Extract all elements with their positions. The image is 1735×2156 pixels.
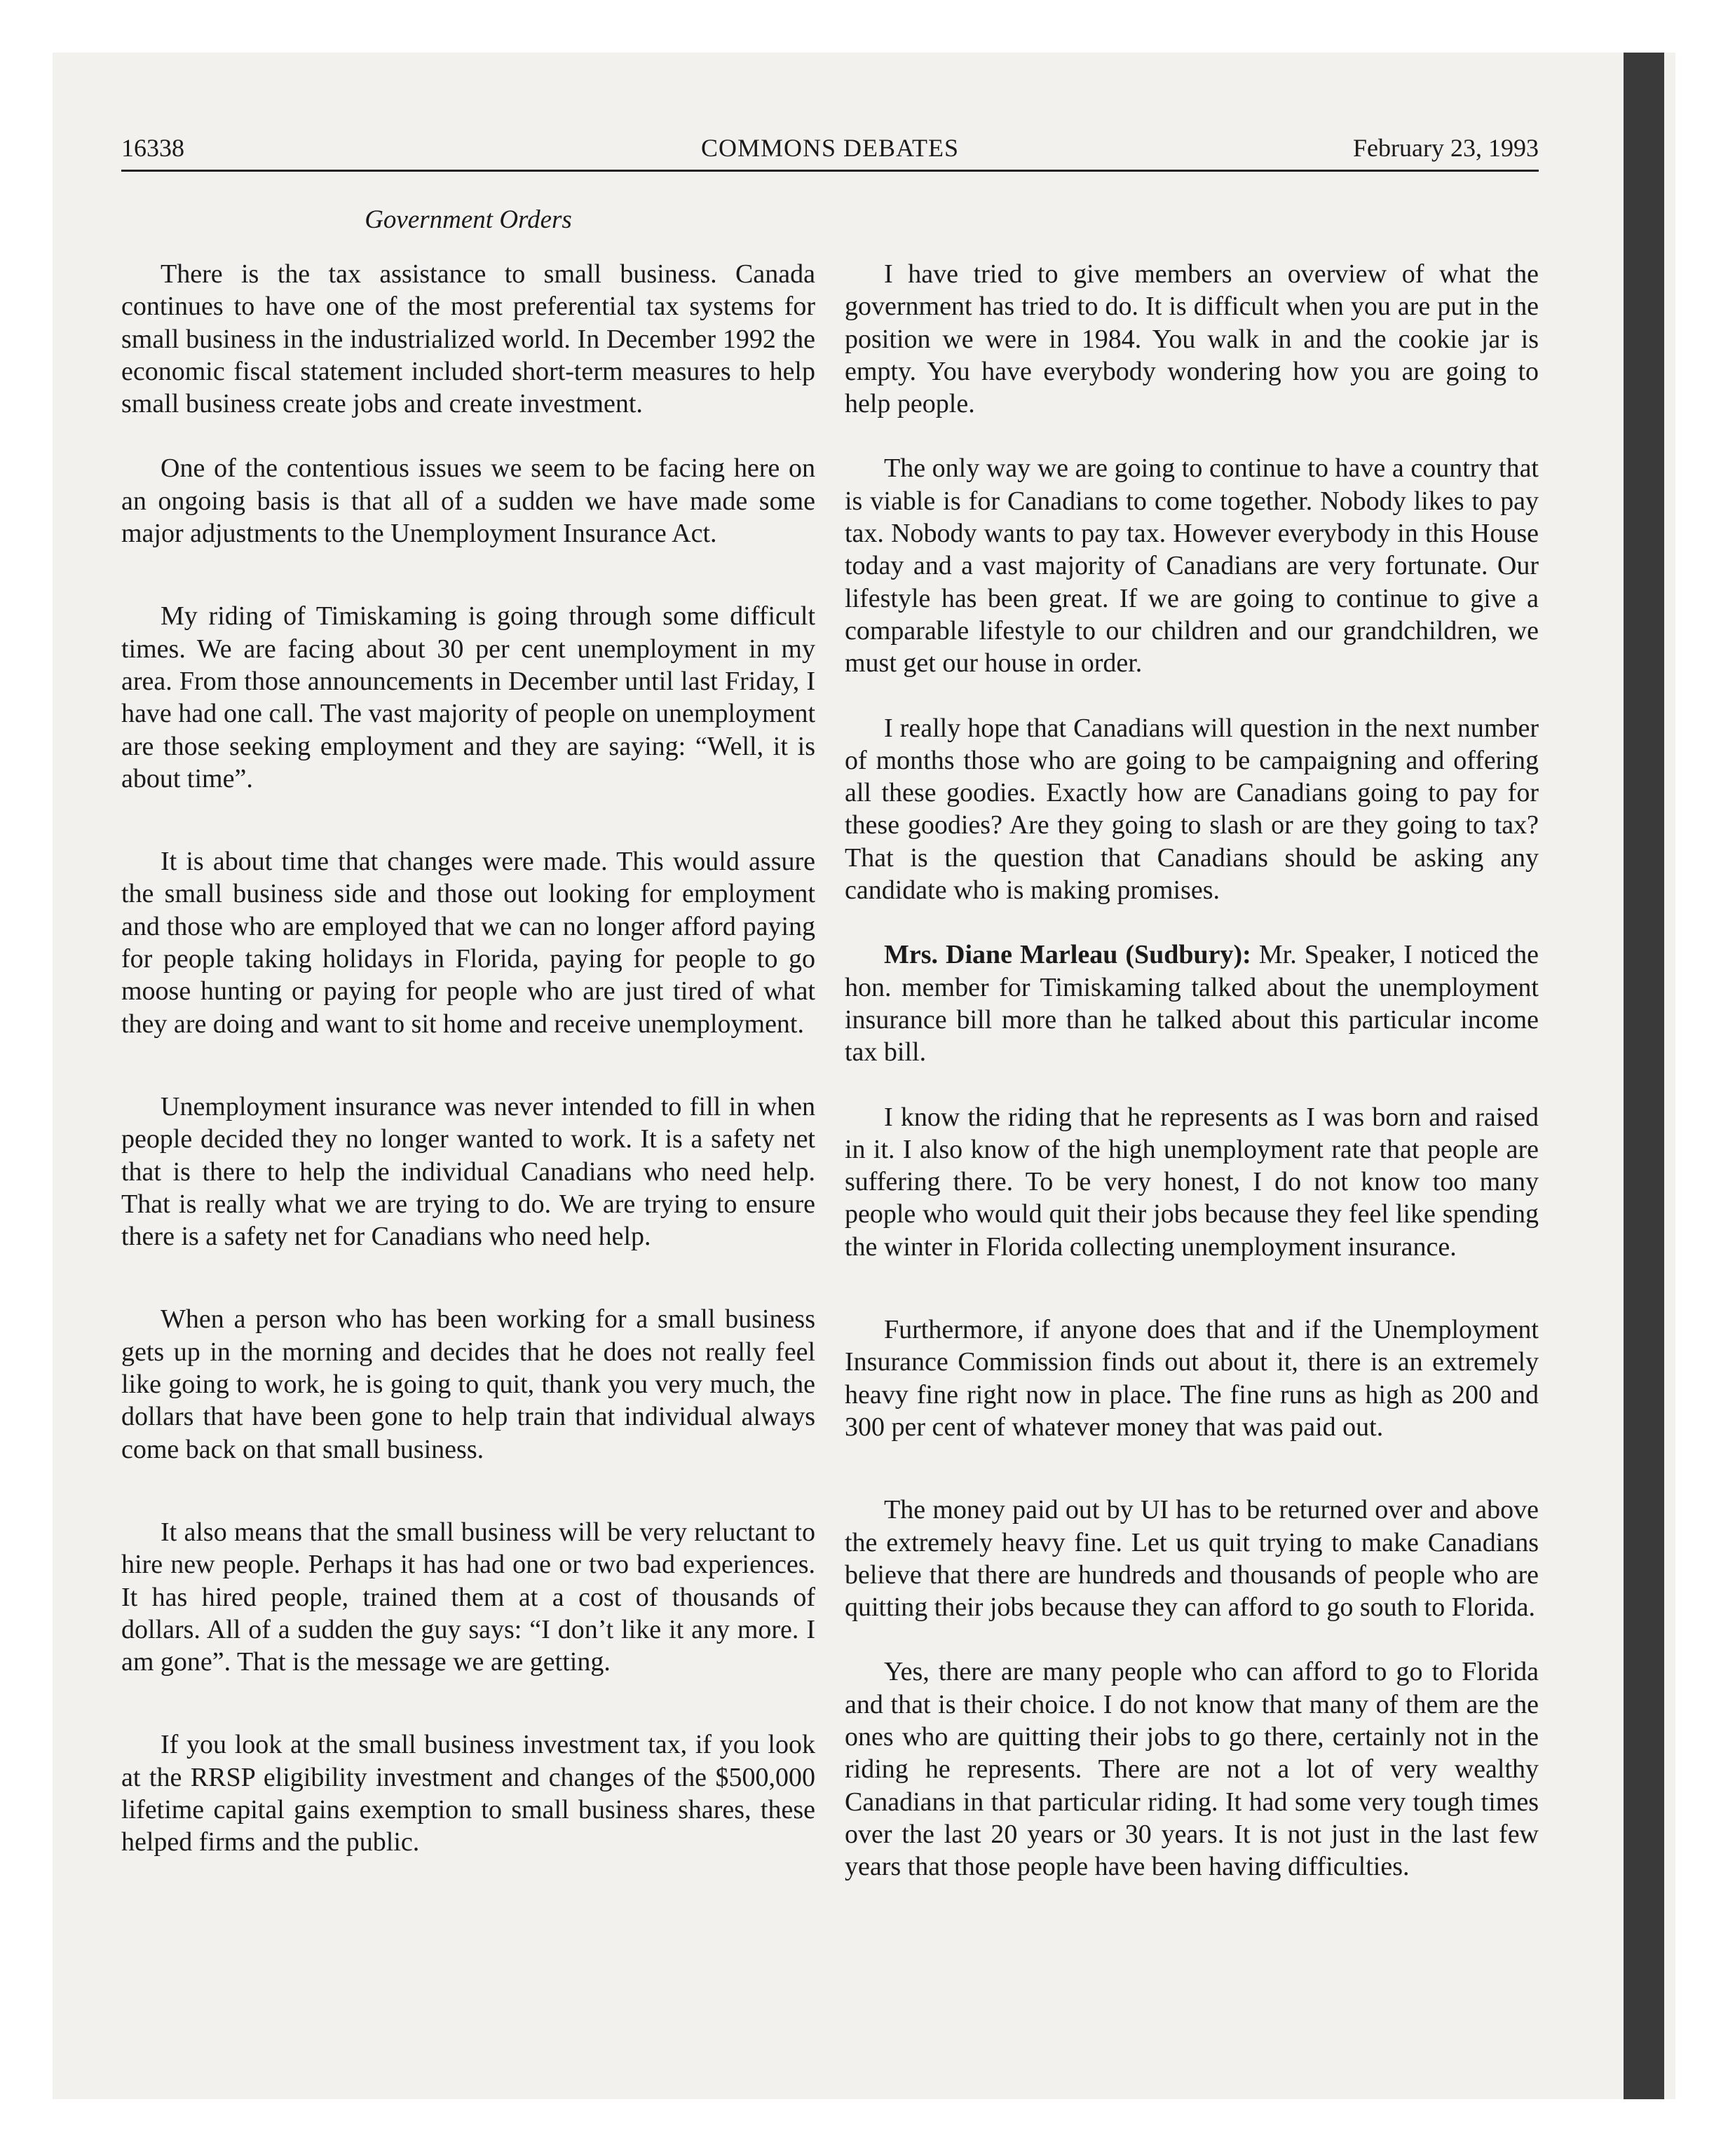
paragraph: The only way we are going to continue to have a country that is viable is for Canadians to come together. Nobody likes to pay tax. Nobody wants to pay tax. However everybody in this House today and a vast majority of Canadians are very fortunate. Our lifestyle has been great. If we are going to continue to give a comparable lifestyle to our children and our grandchildren, we must get our house in order. <box>845 453 1539 678</box>
paragraph: My riding of Timiskaming is going through some difficult times. We are facing about 30 per cent unemployment in my area. From those announcements in December until last Friday, I have had one call. The vast majority of people on unemployment are those seeking employment and they are saying: “Well, it is about time”. <box>121 601 815 793</box>
paragraph: When a person who has been working for a small business gets up in the morning and decides that he does not really feel like going to work, he is going to quit, thank you very much, the dollars that have been gone to help train that individual always come back on that small business. <box>121 1304 815 1464</box>
paragraph: Furthermore, if anyone does that and if the Unemployment Insurance Commission finds out about it, there is an extremely heavy fine right now in place. The fine runs as high as 200 and 300 per cent of whatever money that was paid out. <box>845 1315 1539 1442</box>
paragraph: There is the tax assistance to small business. Canada continues to have one of the most preferential tax systems for small business in the industrialized world. In December 1992 the economic fiscal statement included short-term measures to help small business create jobs and create investment. <box>121 259 815 419</box>
speech-text: Mr. Speaker, I noticed the hon. member for Timiskaming talked about the unemployment insurance bill more than he talked about this particular income tax bill. <box>845 940 1539 1067</box>
publication-title: COMMONS DEBATES <box>700 134 960 162</box>
left-column <box>121 258 815 1891</box>
paragraph: Yes, there are many people who can afford to go to Florida and that is their choice. I do not know that many of them are the ones who are quitting their jobs to go there, certainly not in the riding he represents. There are not a lot of very wealthy Canadians in that particular riding. It had some very tough times over the last 20 years or 30 years. It is not just in the last few years that those people have been having difficulties. <box>845 1657 1539 1882</box>
publication-date: February 23, 1993 <box>1353 134 1539 162</box>
paragraph: If you look at the small business investment tax, if you look at the RRSP eligibility investment and changes of the $500,000 lifetime capital gains exemption to small business shares, these helped firms and the public. <box>121 1730 815 1857</box>
paragraph: It is about time that changes were made. This would assure the small business side and those out looking for employment and those who are employed that we can no longer afford paying for people taking holidays in Florida, paying for people to go moose hunting or paying for people who are just tired of what they are doing and want to sit home and receive unemployment. <box>121 847 815 1039</box>
paragraph: I know the riding that he represents as I was born and raised in it. I also know of the high unemployment rate that people are suffering there. To be very honest, I do not know too many people who would quit their jobs because they feel like spending the winter in Florida collecting unemployment insurance. <box>845 1102 1539 1262</box>
speech-paragraph <box>845 939 1539 1068</box>
page-number: 16338 <box>121 134 184 162</box>
right-column <box>845 258 1539 1915</box>
page-header <box>121 133 1539 172</box>
paragraph: The money paid out by UI has to be returned over and above the extremely heavy fine. Let us quit trying to make Canadians believe that there are hundreds and thousands of people who are quitting their jobs because they can afford to go south to Florida. <box>845 1495 1539 1623</box>
paragraph: I have tried to give members an overview of what the government has tried to do. It is difficult when you are put in the position we were in 1984. You walk in and the cookie jar is empty. You have everybody wondering how you are going to help people. <box>845 259 1539 419</box>
section-title: Government Orders <box>365 205 572 234</box>
speaker-name: Mrs. Diane Marleau (Sudbury): <box>884 940 1251 970</box>
paragraph: I really hope that Canadians will question in the next number of months those who are going to be campaigning and offering all these goodies. Exactly how are Canadians going to pay for these goodies? Are they going to slash or are they going to tax? That is the question that Canadians should be asking any candidate who is making promises. <box>845 713 1539 906</box>
paragraph: Unemployment insurance was never intended to fill in when people decided they no longer wanted to work. It is a safety net that is there to help the individual Canadians who need help. That is really what we are trying to do. We are trying to ensure there is a safety net for Canadians who need help. <box>121 1091 815 1252</box>
paragraph: One of the contentious issues we seem to be facing here on an ongoing basis is that all of a sudden we have made some major adjustments to the Unemployment Insurance Act. <box>121 453 815 549</box>
scan-edge-shadow <box>1624 53 1664 2099</box>
paragraph: It also means that the small business will be very reluctant to hire new people. Perhaps it has had one or two bad experiences. It has hired people, trained them at a cost of thousands of dollars. All of a sudden the guy says: “I don’t like it any more. I am gone”. That is the message we are getting. <box>121 1517 815 1677</box>
